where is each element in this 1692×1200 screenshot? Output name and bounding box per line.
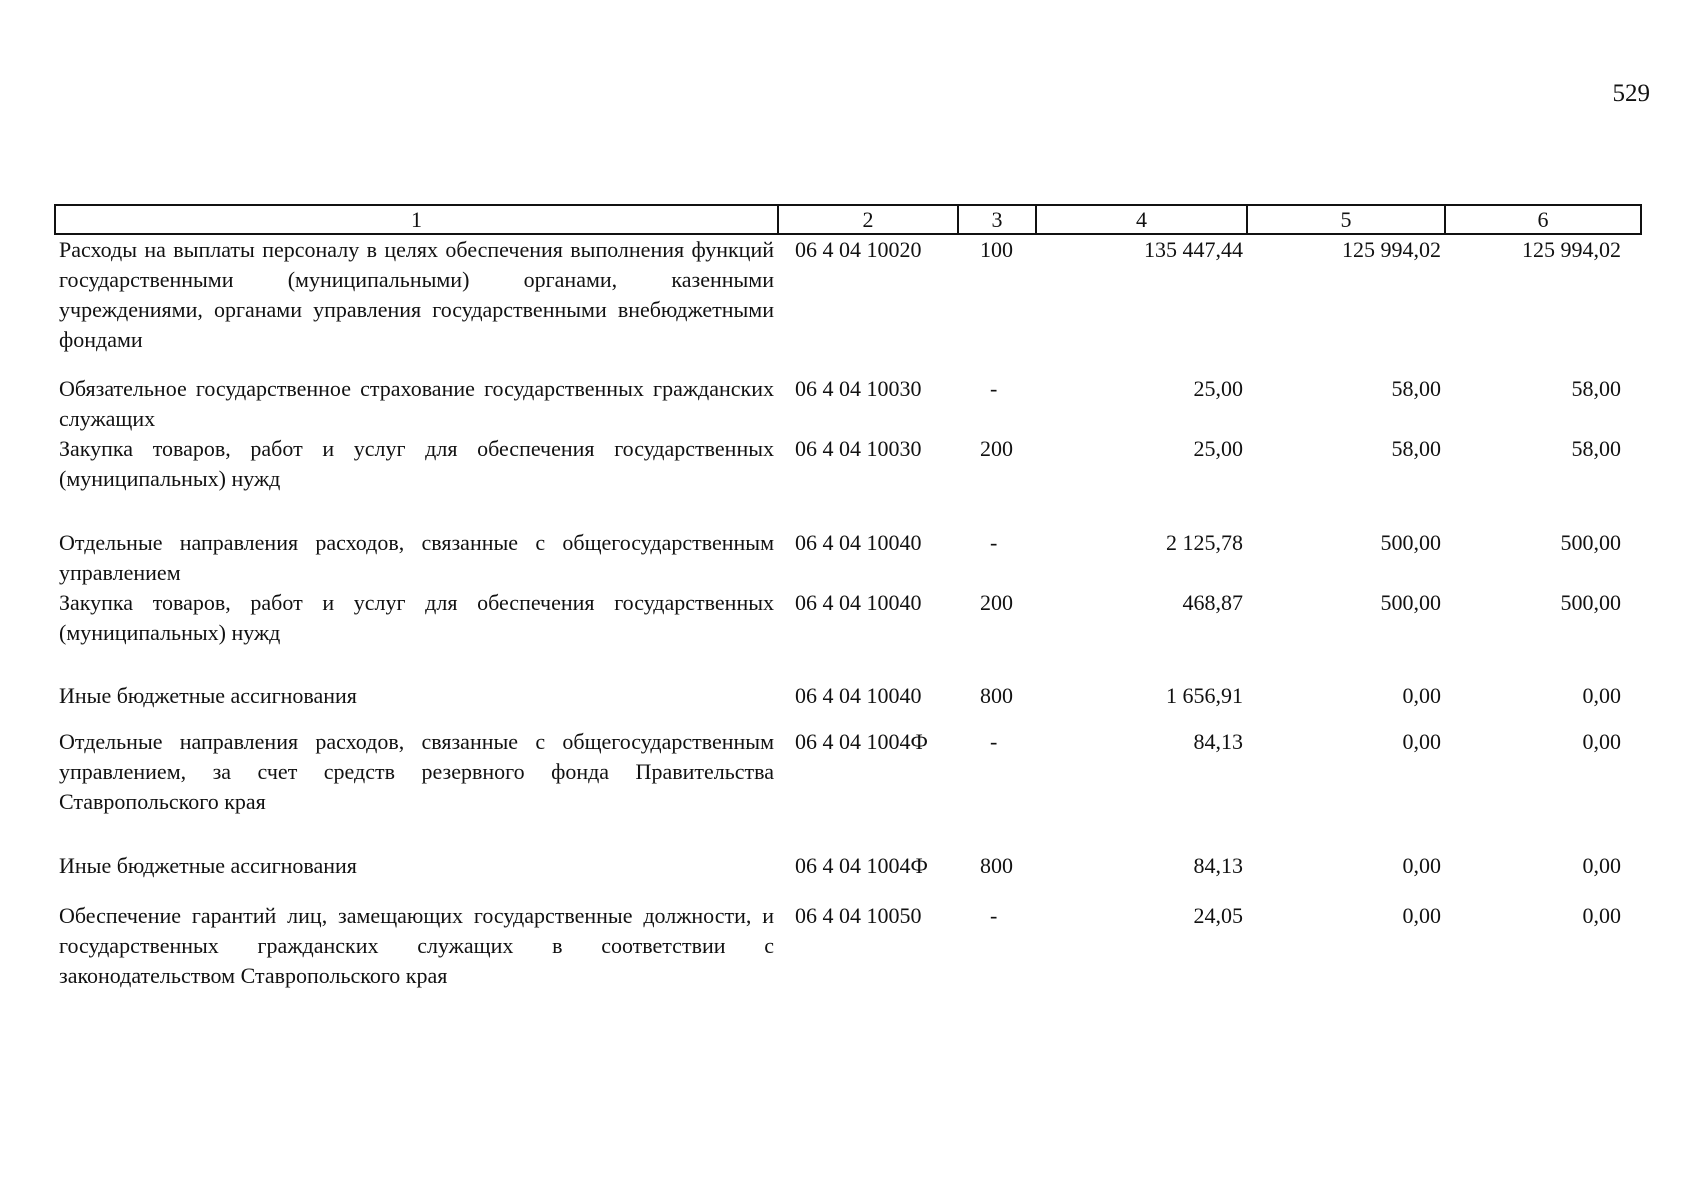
row-name: Обеспечение гарантий лиц, замещающих государственные должности, и государственных гражданских служащих в соответствии с законодательством Ставропольского края — [59, 903, 774, 988]
row-amount-year1: 84,13 — [1193, 853, 1243, 878]
row-amount-year3: 0,00 — [1582, 853, 1621, 878]
row-amount-year3: 125 994,02 — [1522, 237, 1621, 262]
column-header-3: 3 — [958, 205, 1036, 234]
row-expense-type: 100 — [980, 237, 1013, 262]
table-row — [55, 374, 1641, 434]
column-header-5: 5 — [1247, 205, 1445, 234]
row-amount-year2: 125 994,02 — [1342, 237, 1441, 262]
row-amount-year3: 58,00 — [1571, 436, 1621, 461]
row-amount-year2: 0,00 — [1402, 853, 1441, 878]
table-row — [55, 434, 1641, 528]
row-name: Расходы на выплаты персоналу в целях обеспечения выполнения функций государственными (муниципальными) органами, казенными учреждениями, органами управления государственными внебюджетными фондами — [59, 237, 774, 352]
row-amount-year2: 0,00 — [1402, 729, 1441, 754]
row-expense-type: - — [990, 530, 998, 555]
row-amount-year2: 500,00 — [1380, 530, 1441, 555]
row-expense-type: 200 — [980, 590, 1013, 615]
column-header-1: 1 — [55, 205, 778, 234]
row-amount-year1: 135 447,44 — [1144, 237, 1243, 262]
row-amount-year1: 84,13 — [1193, 729, 1243, 754]
page-number: 529 — [1612, 80, 1650, 107]
row-name: Иные бюджетные ассигнования — [59, 853, 357, 878]
row-expense-type: - — [990, 903, 998, 928]
row-expense-type: - — [990, 376, 998, 401]
column-header-6: 6 — [1445, 205, 1641, 234]
table-row — [55, 901, 1641, 993]
row-code: 06 4 04 10040 — [795, 530, 922, 555]
table-row — [55, 588, 1641, 681]
row-name: Иные бюджетные ассигнования — [59, 683, 357, 708]
row-amount-year1: 25,00 — [1193, 376, 1243, 401]
row-amount-year3: 500,00 — [1560, 530, 1621, 555]
table-row — [55, 681, 1641, 727]
budget-table — [54, 204, 1642, 993]
row-amount-year3: 0,00 — [1582, 683, 1621, 708]
row-expense-type: 800 — [980, 683, 1013, 708]
row-code: 06 4 04 10020 — [795, 237, 922, 262]
table-row — [55, 851, 1641, 901]
row-code: 06 4 04 10040 — [795, 590, 922, 615]
row-name: Закупка товаров, работ и услуг для обеспечения государственных (муниципальных) нужд — [59, 436, 774, 491]
row-amount-year1: 24,05 — [1193, 903, 1243, 928]
row-amount-year3: 0,00 — [1582, 903, 1621, 928]
row-amount-year2: 0,00 — [1402, 683, 1441, 708]
row-amount-year2: 0,00 — [1402, 903, 1441, 928]
row-expense-type: - — [990, 729, 998, 754]
row-expense-type: 200 — [980, 436, 1013, 461]
row-amount-year3: 0,00 — [1582, 729, 1621, 754]
row-amount-year2: 500,00 — [1380, 590, 1441, 615]
row-name: Отдельные направления расходов, связанные с общегосударственным управлением, за счет средств резервного фонда Правительства Ставропольского края — [59, 729, 774, 814]
row-code: 06 4 04 10030 — [795, 436, 922, 461]
row-name: Закупка товаров, работ и услуг для обеспечения государственных (муниципальных) нужд — [59, 590, 774, 645]
row-name: Обязательное государственное страхование государственных гражданских служащих — [59, 376, 774, 431]
row-amount-year3: 500,00 — [1560, 590, 1621, 615]
row-code: 06 4 04 1004Ф — [795, 853, 928, 878]
column-header-2: 2 — [778, 205, 958, 234]
row-code: 06 4 04 1004Ф — [795, 729, 928, 754]
row-amount-year1: 25,00 — [1193, 436, 1243, 461]
table-row — [55, 234, 1641, 374]
row-amount-year1: 468,87 — [1182, 590, 1243, 615]
row-code: 06 4 04 10050 — [795, 903, 922, 928]
row-amount-year1: 2 125,78 — [1166, 530, 1243, 555]
row-code: 06 4 04 10040 — [795, 683, 922, 708]
column-header-4: 4 — [1036, 205, 1247, 234]
row-amount-year2: 58,00 — [1391, 376, 1441, 401]
table-row — [55, 727, 1641, 851]
row-name: Отдельные направления расходов, связанные с общегосударственным управлением — [59, 530, 774, 585]
row-expense-type: 800 — [980, 853, 1013, 878]
table-header-row — [55, 205, 1641, 234]
row-amount-year3: 58,00 — [1571, 376, 1621, 401]
row-code: 06 4 04 10030 — [795, 376, 922, 401]
row-amount-year1: 1 656,91 — [1166, 683, 1243, 708]
row-amount-year2: 58,00 — [1391, 436, 1441, 461]
table-row — [55, 528, 1641, 588]
